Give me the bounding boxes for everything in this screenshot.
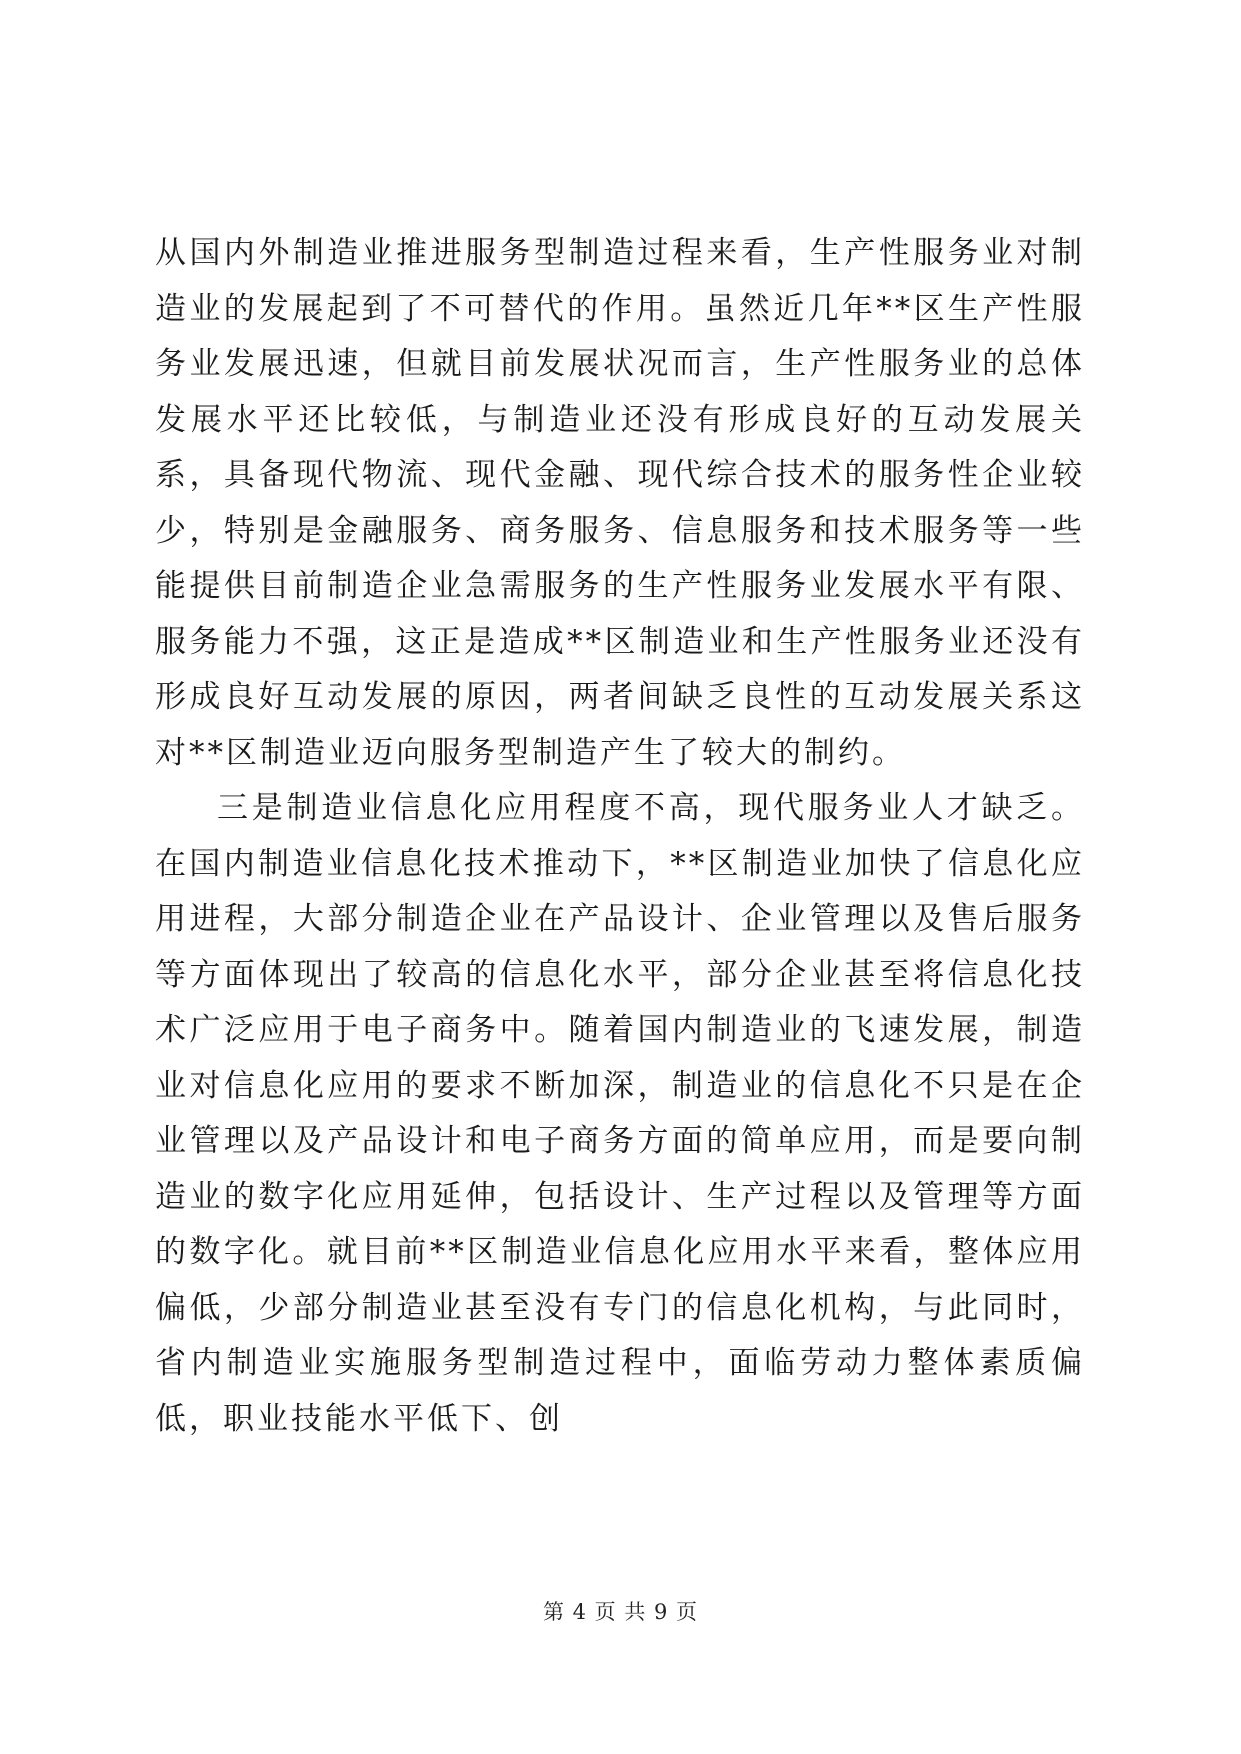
paragraph-2: 三是制造业信息化应用程度不高，现代服务业人才缺乏。在国内制造业信息化技术推动下，**区制造业加快了信息化应用进程，大部分制造企业在产品设计、企业管理以及售后服务等方面体现出了较高的信息化水平，部分企业甚至将信息化技术广泛应用于电子商务中。随着国内制造业的飞速发展，制造业对信息化应用的要求不断加深，制造业的信息化不只是在企业管理以及产品设计和电子商务方面的简单应用，而是要向制造业的数字化应用延伸，包括设计、生产过程以及管理等方面的数字化。就目前**区制造业信息化应用水平来看，整体应用偏低，少部分制造业甚至没有专门的信息化机构，与此同时，省内制造业实施服务型制造过程中，面临劳动力整体素质偏低，职业技能水平低下、创 — [155, 790, 1085, 1437]
paragraph-1: 从国内外制造业推进服务型制造过程来看，生产性服务业对制造业的发展起到了不可替代的作用。虽然近几年**区生产性服务业发展迅速，但就目前发展状况而言，生产性服务业的总体发展水平还比较低，与制造业还没有形成良好的互动发展关系，具备现代物流、现代金融、现代综合技术的服务性企业较少，特别是金融服务、商务服务、信息服务和技术服务等一些能提供目前制造企业急需服务的生产性服务业发展水平有限、服务能力不强，这正是造成**区制造业和生产性服务业还没有形成良好互动发展的原因，两者间缺乏良性的互动发展关系这对**区制造业迈向服务型制造产生了较大的制约。 — [155, 235, 1085, 771]
page-footer: 第 4 页 共 9 页 — [542, 1600, 699, 1624]
body-text — [155, 226, 1085, 1447]
